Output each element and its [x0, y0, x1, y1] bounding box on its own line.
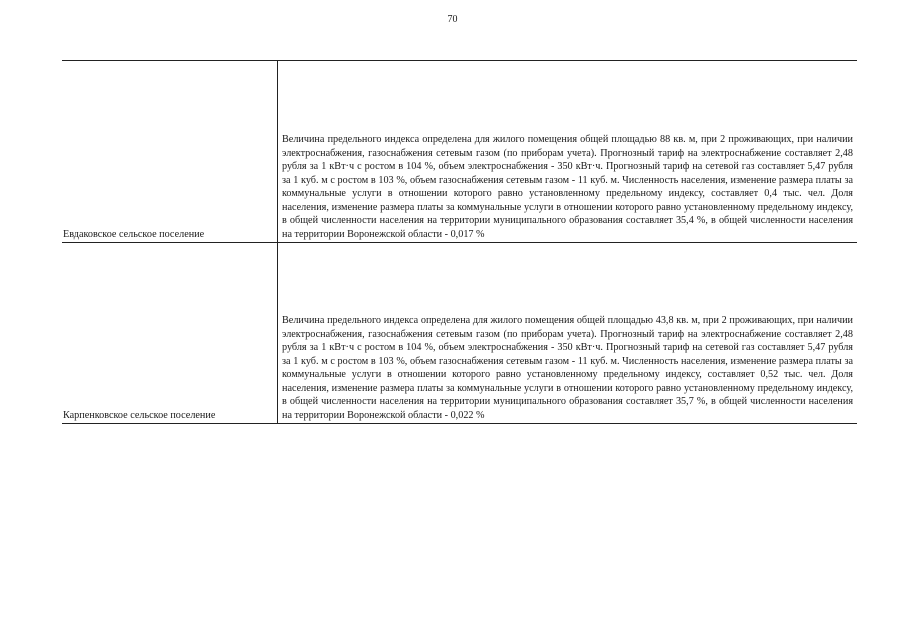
- table-row: [62, 61, 857, 243]
- settlement-name: Карпенковское сельское поселение: [63, 410, 216, 421]
- description-cell: [278, 61, 858, 243]
- index-description: Величина предельного индекса определена для жилого помещения общей площадью 88 кв. м, при 2 проживающих, при наличии электроснабжения, газоснабжения сетевым газом (по приборам учета). Прогнозный тариф на электроснабжение составляет 2,48 рубля за 1 кВт·ч с ростом в 104 %, объем электроснабжения - 350 кВт·ч. Прогнозный тариф на сетевой газ составляет 5,47 рубля за 1 куб. м с ростом в 103 %, объем газоснабжения сетевым газом - 11 куб. м. Численность населения, изменение размера платы за коммунальные услуги в отношении которого равно установленному предельному индексу, составляет 0,4 тыс. чел. Доля населения, изменение размера платы за коммунальные услуги в отношении которого равно установленному предельному индексу, в общей численности населения на территории муниципального образования составляет 35,4 %, в общей численности населения на территории Воронежской области - 0,017 %: [282, 134, 853, 240]
- description-cell: [278, 243, 858, 424]
- settlement-cell: [62, 243, 278, 424]
- settlements-table: [62, 60, 857, 424]
- table-row: [62, 243, 857, 424]
- settlement-name: Евдаковское сельское поселение: [63, 229, 205, 240]
- index-description: Величина предельного индекса определена для жилого помещения общей площадью 43,8 кв. м, при 2 проживающих, при наличии электроснабжения, газоснабжения сетевым газом (по приборам учета). Прогнозный тариф на электроснабжение составляет 2,48 рубля за 1 кВт·ч с ростом в 104 %, объем электроснабжения - 350 кВт·ч. Прогнозный тариф на сетевой газ составляет 5,47 рубля за 1 куб. м с ростом в 103 %, объем газоснабжения сетевым газом - 11 куб. м. Численность населения, изменение размера платы за коммунальные услуги в отношении которого равно установленному предельному индексу, составляет 0,52 тыс. чел. Доля населения, изменение размера платы за коммунальные услуги в отношении которого равно установленному предельному индексу, в общей численности населения на территории муниципального образования составляет 35,7 %, в общей численности населения на территории Воронежской области - 0,022 %: [282, 315, 853, 421]
- settlement-cell: [62, 61, 278, 243]
- page-number: 70: [447, 14, 458, 25]
